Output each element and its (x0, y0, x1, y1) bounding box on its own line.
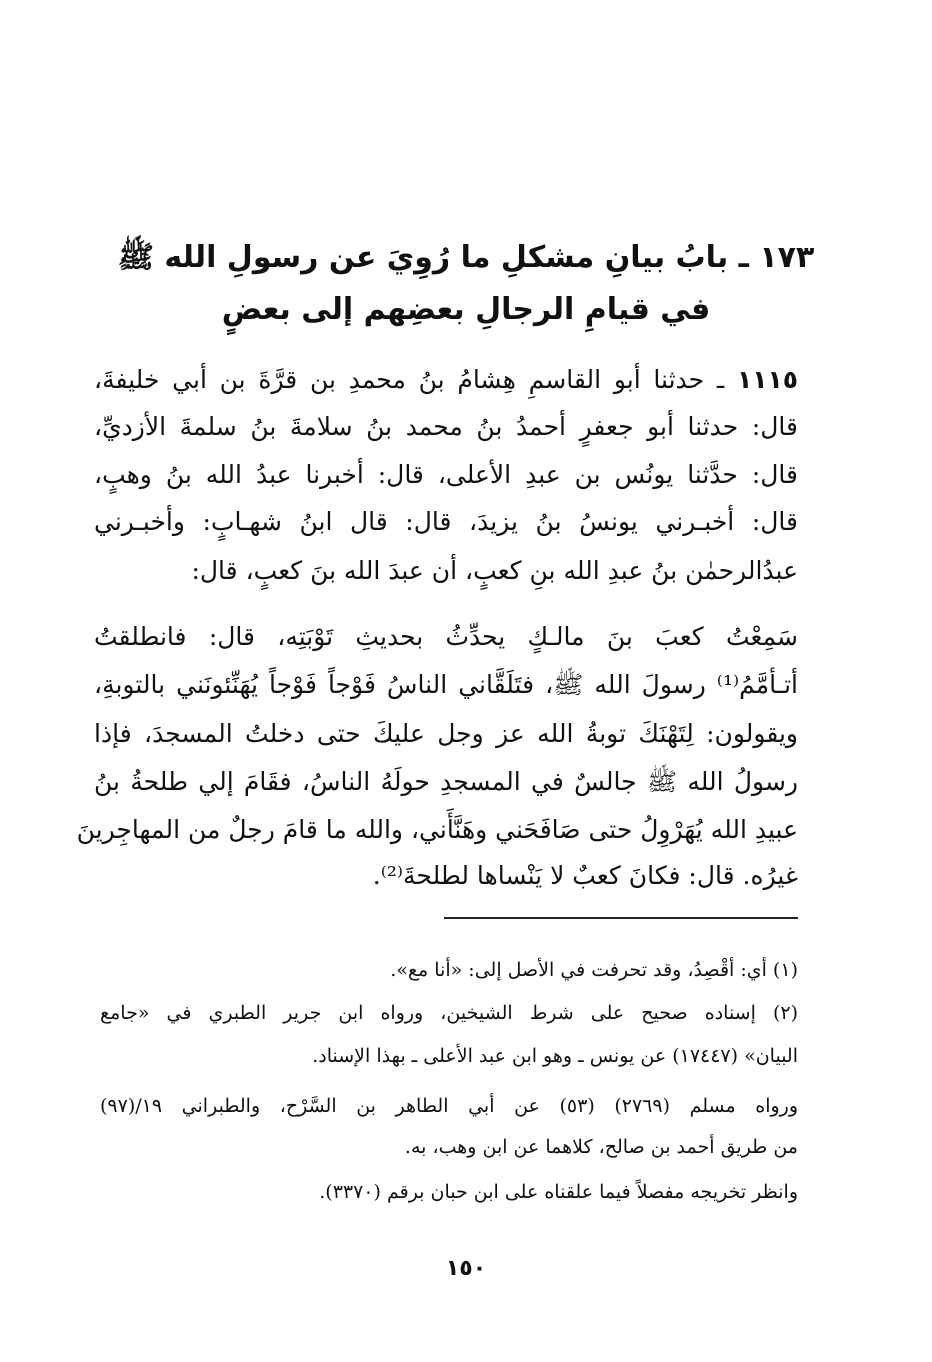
matn-line: سَمِعْتُ كعبَ بنَ مالـكٍ يحدِّثُ بحديثِ تَوْبَتِه، قال: فانطلقتُ (94, 622, 798, 651)
footnote-line: من طريق أحمد بن صالح، كلاهما عن ابن وهب، به. (404, 1136, 798, 1158)
footnote-line: (٢) إسناده صحيح على شرط الشيخين، ورواه ابن جرير الطبري في «جامع (100, 1002, 798, 1024)
matn-line: رسولُ الله ﷺ جالسٌ في المسجدِ حولَهُ الناسُ، فقَامَ إلي طلحةُ بنُ (94, 767, 798, 796)
footnote-line: وانظر تخريجه مفصلاً فيما علقناه على ابن حبان برقم (٣٣٧٠). (319, 1181, 798, 1203)
page-number: ١٥٠ (445, 1256, 487, 1281)
chapter-heading-line-1: ١٧٣ ـ بابُ بيانِ مشكلِ ما رُوِيَ عن رسولِ الله ﷺ (117, 240, 815, 275)
footnote-line: (١) أي: أقْصِدُ، وقد تحرفت في الأصل إلى: «أنا مع». (390, 959, 798, 981)
hadith-line (94, 360, 798, 400)
hadith-line-text: ـ حدثنا أبو القاسمِ هِشامُ بنُ محمدِ بن قرَّةَ بن أبي خليفةَ، (94, 365, 725, 394)
hadith-line: قال: أخبـرني يونسُ بنُ يزيدَ، قال: قال ابنُ شهـابٍ: وأخبـرني (94, 507, 798, 536)
matn-line: غيرُه. قال: فكانَ كعبٌ لا يَنْساها لطلحةَ⁽²⁾. (372, 861, 798, 890)
hadith-line: عبدُالرحمٰن بنُ عبدِ الله بنِ كعبٍ، أن عبدَ الله بنَ كعبٍ، قال: (191, 556, 798, 585)
footnote-separator (444, 917, 798, 919)
matn-line: عبيدِ الله يُهَرْوِلُ حتى صَافَحَني وهَنَّأَني، والله ما قامَ رجلٌ من المهاجِرينَ (76, 815, 798, 844)
matn-line: أتـأمَّمُ⁽¹⁾ رسولَ الله ﷺ، فتَلَقَّاني الناسُ فَوْجاً فَوْجاً يُهَنِّئونَني بالتوبةِ، (94, 670, 798, 699)
hadith-number: ١١١٥ (736, 365, 799, 394)
footnote-line: البيان» (١٧٤٤٧) عن يونس ـ وهو ابن عبد الأعلى ـ بهذا الإسناد. (312, 1045, 798, 1067)
hadith-line: قال: حدَّثنا يونُس بن عبدِ الأعلى، قال: أخبرنا عبدُ الله بنُ وهبٍ، (94, 460, 798, 489)
footnote-line: ورواه مسلم (٢٧٦٩) (٥٣) عن أبي الطاهر بن السَّرْح، والطبراني ١٩/(٩٧) (100, 1095, 798, 1117)
hadith-line: قال: حدثنا أبو جعفرٍ أحمدُ بنُ محمد بنُ سلامةَ بنُ سلمةَ الأزديِّ، (94, 412, 798, 441)
chapter-heading-line-2: في قيامِ الرجالِ بعضِهم إلى بعضٍ (221, 292, 711, 327)
matn-line: ويقولون: لِتَهْنَكَ توبةُ الله عز وجل عليكَ حتى دخلتُ المسجدَ، فإذا (94, 719, 798, 748)
